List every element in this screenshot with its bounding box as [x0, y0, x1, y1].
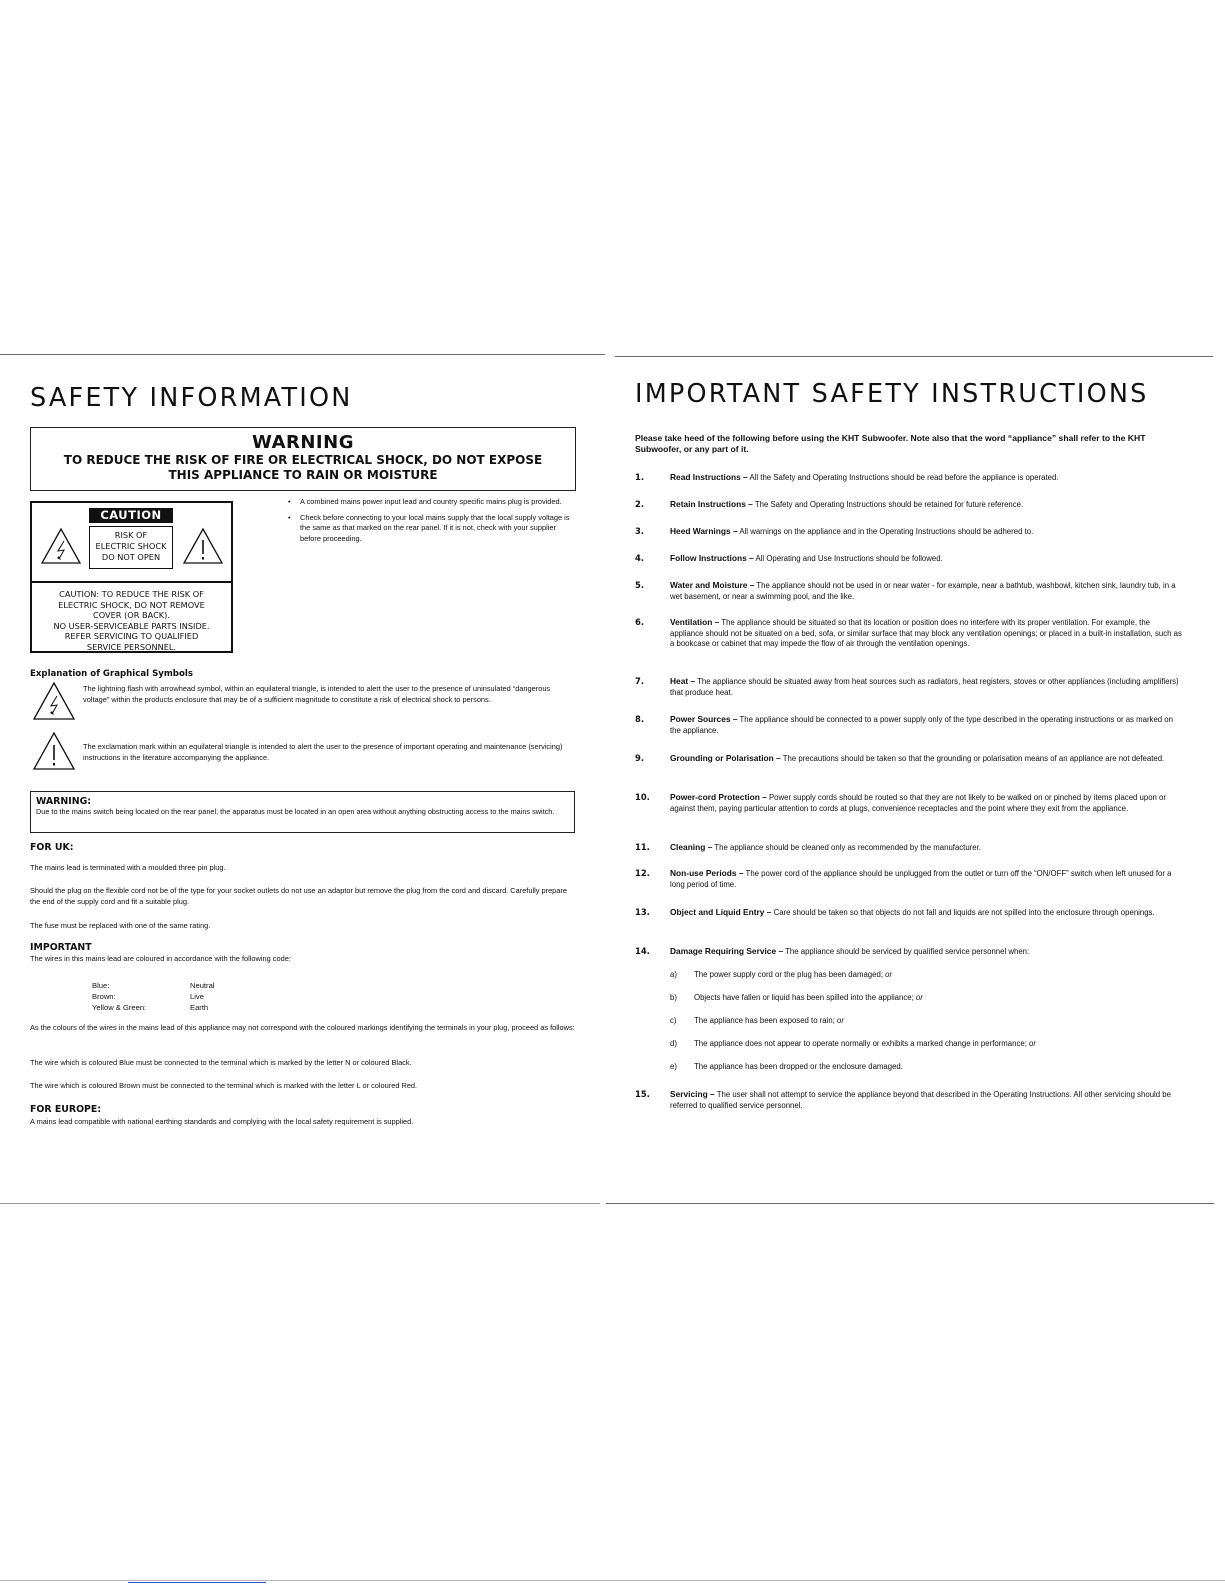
power-bullets: [288, 497, 578, 549]
caution-text-line: REFER SERVICING TO QUALIFIED: [64, 631, 199, 641]
caution-box: [30, 501, 233, 653]
caution-top-panel: [32, 503, 231, 583]
bottom-rule-left: [0, 1203, 600, 1204]
wire-row: Brown: Live: [92, 992, 204, 1001]
bottom-rule-right: [606, 1203, 1214, 1204]
right-page: IMPORTANT SAFETY INSTRUCTIONS Please take heed of the following before using the KHT Subwoofer. Note also that the word “appliance” shall refer to the KHT Subwoofer, or any part of it. 1. Read Instructions – All the Safety and Operating Instructions should be read before the appliance is operated. 2. Retain Instructions – The Safety and Operating Instructions should be retained for future reference. 3. Heed Warnings – All warnings on the appliance and in the Operating Instructions should be adhered to. 4. Follow Instructions – All Operating and Use Instructions should be followed. 5. Water and Moisture – The appliance should not be used in or near water - for example, near a bathtub, washbowl, kitchen sink, laundry tub, in a wet basement, or near a swimming pool, and the like. 6. Ventilation – The appliance should be situated so that its location or position does no interfere with its proper ventilation. For example, the appliance should not be situated on a bed, sofa, or similar surface that may block any ventilation openings; or placed in a built-in installation, such as a bookcase or cabinet that may impede the flow of air through the ventilation openings. 7. Heat – The appliance should be situated away from heat sources such as radiators, heat registers, stoves or other appliances (including amplifiers) that produce heat. 8. Power Sources – The appliance should be connected to a power supply only of the type described in the operating instructions or as marked on the appliance. 9. Grounding or Polarisation – The precautions should be taken so that the grounding or polarisation means of an appliance are not defeated. 10. Power-cord Protection – Power supply cords should be routed so that they are not likely to be walked on or pinched by items placed upon or against them, paying particular attention to cords at plugs, convenience receptacles and the point where they exit from the appliance. 11. Cleaning – The appliance should be cleaned only as recommended by the manufacturer. 12. Non-use Periods – The power cord of the appliance should be unplugged from the outlet or turn off the “ON/OFF” switch when left unused for a long period of time. 13. Object and Liquid Entry – Care should be taken so that objects do not fall and liquids are not spilled into the enclosure through openings. 14. Damage Requiring Service – The appliance should be serviced by qualified service personnel when: a) The power supply cord or the plug has been damaged; or b) Objects have fallen or liquid has been spilled into the appliance; or c) The appliance has been exposed to rain; or d) The appliance does not appear to operate normally or exhibits a marked change in performance; or e) The appliance has been dropped or the enclosure damaged. 15. Servicing – The user shall not attempt to service the appliance beyond that described in the Operating Instructions. All other servicing should be referred to qualified service personnel.: [635, 358, 1185, 409]
important-paragraph: The wires in this mains lead are coloured in accordance with the following code:: [30, 954, 291, 963]
left-page: [30, 358, 582, 1126]
wires-paragraph-2: The wire which is coloured Blue must be connected to the terminal which is marked by the letter N or coloured Black.: [30, 1058, 412, 1067]
caution-text-line: ELECTRIC SHOCK, DO NOT REMOVE: [58, 599, 205, 610]
warning-title: WARNING: [252, 432, 354, 453]
caution-label: CAUTION: [89, 508, 173, 523]
bullet-item: • Check before connecting to your local mains supply that the local supply voltage is the same as that marked on the rear panel. If it is not, check with your supplier before proceeding.: [288, 512, 570, 543]
page-title-important-safety-instructions: IMPORTANT SAFETY INSTRUCTIONS: [635, 379, 1149, 409]
lightning-triangle-icon: [40, 527, 82, 565]
caution-inner-line: ELECTRIC SHOCK: [95, 541, 167, 551]
europe-paragraph: A mains lead compatible with national earthing standards and complying with the local safety requirement is supplied.: [30, 1117, 414, 1126]
warning-line-2: THIS APPLIANCE TO RAIN OR MOISTURE: [168, 468, 438, 482]
mains-switch-warning-text: Due to the mains switch being located on the rear panel, the apparatus must be located in an open area without anything obstructing access to the mains switch.: [36, 807, 555, 816]
wires-paragraph-3: The wire which is coloured Brown must be connected to the terminal which is marked with the letter L or coloured Red.: [30, 1081, 418, 1090]
caution-inner-box: [89, 526, 173, 569]
wire-row: Blue: Neutral: [92, 981, 215, 990]
caution-text: [32, 589, 231, 652]
symbols-heading: Explanation of Graphical Symbols: [30, 669, 193, 679]
instructions-intro: Please take heed of the following before using the KHT Subwoofer. Note also that the word “appliance” shall refer to the KHT Subwoofer, or any part of it.: [635, 433, 1146, 454]
warning-box: [30, 427, 576, 491]
wires-paragraph-1: As the colours of the wires in the mains lead of this appliance may not correspond with the coloured markings identifying the terminals in your plug, proceed as follows:: [30, 1023, 575, 1032]
exclamation-triangle-icon: [182, 527, 224, 565]
for-europe-heading: FOR EUROPE:: [30, 1104, 102, 1115]
for-uk-heading: FOR UK:: [30, 842, 74, 853]
mains-switch-warning-box: [30, 791, 575, 833]
exclamation-symbol-text: The exclamation mark within an equilateral triangle is intended to alert the user to the presence of important operating and maintenance (servicing) instructions in the literature accompanying the appliance.: [83, 742, 563, 762]
uk-paragraph-3: The fuse must be replaced with one of the same rating.: [30, 921, 211, 930]
caution-text-line: NO USER-SERVICEABLE PARTS INSIDE.: [53, 620, 210, 631]
caution-text-line: SERVICE PERSONNEL.: [86, 641, 177, 652]
wire-colour-table: [92, 980, 214, 1013]
caution-text-line: COVER (OR BACK).: [93, 610, 170, 620]
mains-switch-warning-title: WARNING:: [36, 796, 92, 807]
bullet-item: • A combined mains power input lead and country specific mains plug is provided.: [288, 497, 562, 506]
bottom-scan-edge: [0, 1580, 1225, 1581]
important-heading: IMPORTANT: [30, 942, 92, 953]
lightning-symbol-icon: [32, 681, 76, 721]
exclamation-symbol-icon: [32, 731, 76, 771]
caution-inner-line: RISK OF: [114, 530, 148, 540]
top-rule-right: [615, 356, 1213, 357]
caution-text-line: CAUTION: TO REDUCE THE RISK OF: [59, 589, 204, 599]
warning-line-1: TO REDUCE THE RISK OF FIRE OR ELECTRICAL SHOCK, DO NOT EXPOSE: [63, 453, 543, 467]
caution-inner-line: DO NOT OPEN: [101, 552, 161, 562]
uk-paragraph-1: The mains lead is terminated with a moulded three pin plug.: [30, 863, 226, 872]
wire-row: Yellow & Green: Earth: [92, 1003, 209, 1012]
uk-paragraph-2: Should the plug on the flexible cord not be of the type for your socket outlets do not use an adaptor but remove the plug from the cord and discard. Carefully prepare the end of the supply cord and fit a suitable plug.: [30, 886, 567, 906]
page-title-safety-information: SAFETY INFORMATION: [30, 383, 353, 413]
bottom-link-line: [128, 1582, 266, 1583]
lightning-symbol-text: The lightning flash with arrowhead symbol, within an equilateral triangle, is intended to alert the user to the presence of uninsulated “dangerous voltage” within the products enclosure that may be of a sufficient magnitude to constitute a risk of electrical shock to persons.: [83, 684, 551, 704]
top-rule-left: [0, 354, 605, 355]
